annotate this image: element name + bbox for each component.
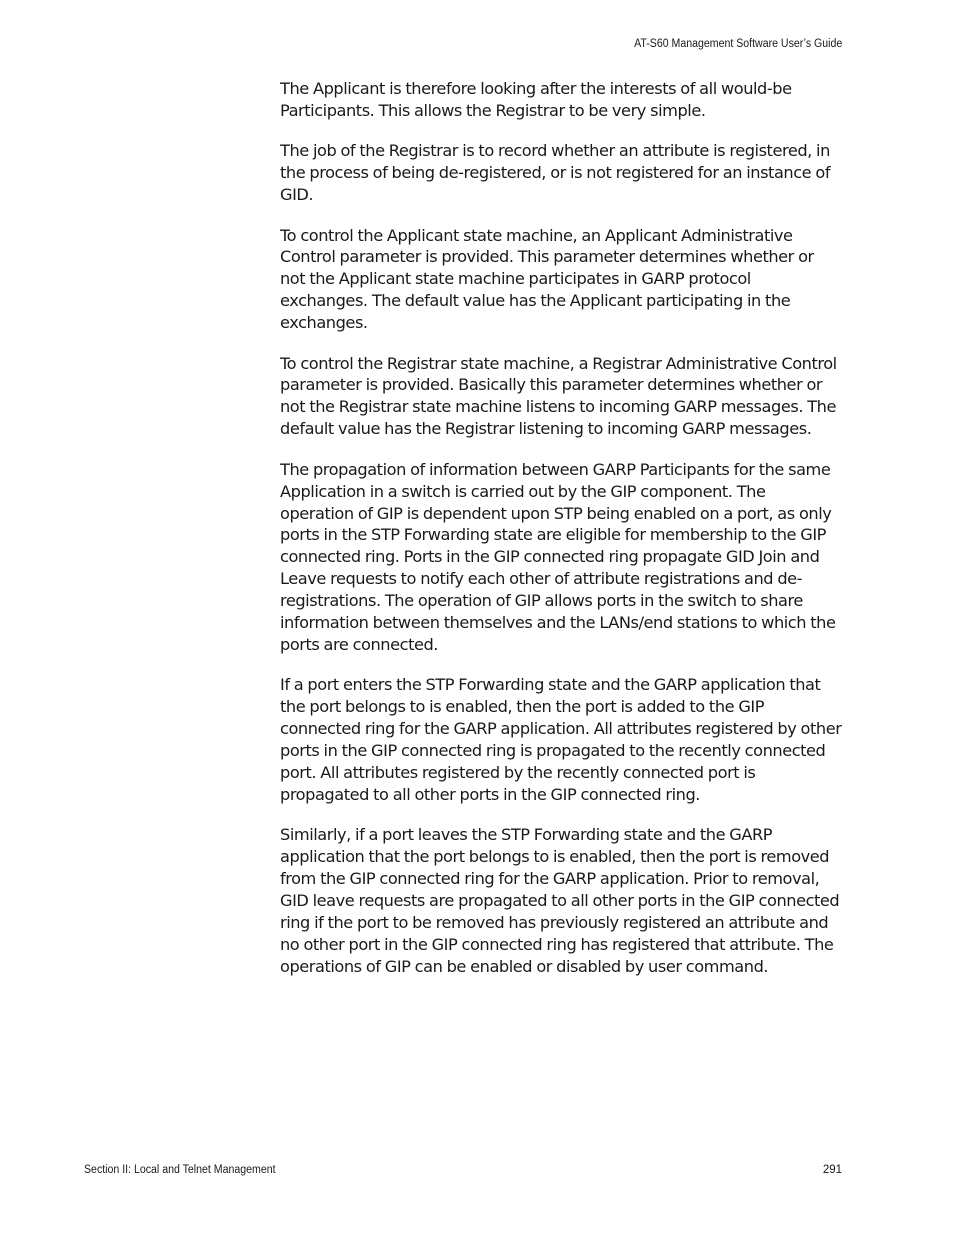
paragraph: Similarly, if a port leaves the STP Forwarding state and the GARP application that the port belongs to is enabled, then the port is removed from the GIP connected ring for the GARP application. Prior to removal, GID leave requests are propagated to all other ports in the GIP connected ring if the port to be removed has previously registered an attribute and no other port in the GIP connected ring has registered that attribute. The operations of GIP can be enabled or disabled by user command. <box>280 825 840 976</box>
paragraph: The Applicant is therefore looking after the interests of all would-be Participants. This allows the Registrar to be very simple. <box>280 79 792 120</box>
running-header: AT-S60 Management Software User’s Guide <box>633 38 842 50</box>
paragraph: To control the Registrar state machine, a Registrar Administrative Control parameter is provided. Basically this parameter determines whether or not the Registrar state machine listens to incoming GARP messages. The default value has the Registrar listening to incoming GARP messages. <box>280 353 837 439</box>
body-text <box>280 78 842 996</box>
paragraph: The propagation of information between GARP Participants for the same Application in a switch is carried out by the GIP component. The operation of GIP is dependent upon STP being enabled on a port, as only ports in the STP Forwarding state are eligible for membership to the GIP connected ring. Ports in the GIP connected ring propagate GID Join and Leave requests to notify each other of attribute registrations and de-registrations. The operation of GIP allows ports in the switch to share information between themselves and the LANs/end stations to which the ports are connected. <box>280 459 836 654</box>
page-number: 291 <box>822 1164 842 1176</box>
paragraph: If a port enters the STP Forwarding state and the GARP application that the port belongs to is enabled, then the port is added to the GIP connected ring for the GARP application. All attributes registered by other ports in the GIP connected ring is propagated to the recently connected port. All attributes registered by the recently connected port is propagated to all other ports in the GIP connected ring. <box>280 675 842 804</box>
paragraph: The job of the Registrar is to record whether an attribute is registered, in the process of being de-registered, or is not registered for an instance of GID. <box>280 141 831 205</box>
footer-section-title: Section II: Local and Telnet Management <box>84 1164 276 1176</box>
paragraph: To control the Applicant state machine, an Applicant Administrative Control parameter is provided. This parameter determines whether or not the Applicant state machine participates in GARP protocol exchanges. The default value has the Applicant participating in the exchanges. <box>280 225 814 333</box>
